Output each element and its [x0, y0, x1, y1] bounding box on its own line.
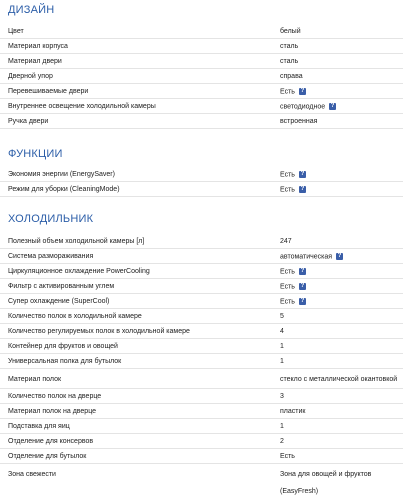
spec-key: Полезный объем холодильной камеры [л]	[8, 238, 145, 245]
spec-key: Фильтр с активированным углем	[8, 283, 115, 290]
spec-row	[0, 294, 403, 309]
spec-value: сталь	[280, 58, 299, 65]
spec-value: 1	[280, 343, 284, 350]
spec-row	[0, 69, 403, 84]
spec-key: Материал полок	[8, 376, 62, 383]
spec-row	[0, 449, 403, 464]
spec-value-text: Есть	[280, 186, 295, 194]
spec-value	[280, 171, 306, 178]
spec-key: Универсальная полка для бутылок	[8, 358, 122, 365]
spec-row	[0, 467, 403, 482]
spec-row	[0, 419, 403, 434]
spec-key: Система размораживания	[8, 253, 94, 260]
spec-value: встроенная	[280, 118, 318, 125]
spec-value	[280, 268, 306, 275]
spec-row	[0, 339, 403, 354]
spec-value	[280, 283, 306, 290]
spec-key: Перевешиваемые двери	[8, 88, 89, 95]
spec-key: Материал двери	[8, 58, 62, 65]
spec-key: Отделение для бутылок	[8, 453, 87, 460]
spec-value: 2	[280, 438, 284, 445]
spec-key: Дверной упор	[8, 73, 53, 80]
spec-value-text: светодиодное	[280, 103, 326, 111]
spec-value: Есть	[280, 453, 295, 460]
spec-value	[280, 186, 306, 193]
spec-value-text: Есть	[280, 88, 295, 96]
spec-value-text: Есть	[280, 298, 295, 306]
spec-row	[0, 279, 403, 294]
spec-value-text: Есть	[280, 283, 295, 291]
spec-key: Контейнер для фруктов и овощей	[8, 343, 118, 350]
spec-value: 3	[280, 393, 284, 400]
spec-value-text: Есть	[280, 268, 295, 276]
spec-key: Подставка для яиц	[8, 423, 70, 430]
spec-row	[0, 24, 403, 39]
help-icon[interactable]: ?	[330, 103, 335, 109]
spec-row	[0, 249, 403, 264]
spec-row	[0, 369, 403, 389]
spec-row	[0, 264, 403, 279]
spec-key: Количество регулируемых полок в холодильной камере	[8, 328, 190, 335]
spec-key: Экономия энергии (EnergySaver)	[8, 171, 115, 178]
spec-value: 1	[280, 423, 284, 430]
section-title-fridge: ХОЛОДИЛЬНИК	[8, 213, 94, 225]
section-title-design: ДИЗАЙН	[8, 4, 55, 16]
spec-row	[0, 84, 403, 99]
spec-value-text: Есть	[280, 171, 295, 179]
spec-value: сталь	[280, 43, 299, 50]
spec-row	[0, 99, 403, 114]
spec-row	[0, 182, 403, 197]
spec-value	[280, 88, 306, 95]
spec-row	[0, 167, 403, 182]
spec-row	[0, 39, 403, 54]
spec-value-text: автоматическая	[280, 253, 333, 261]
help-icon[interactable]: ?	[300, 186, 305, 192]
spec-value	[280, 253, 343, 260]
help-icon[interactable]: ?	[300, 88, 305, 94]
spec-value: 1	[280, 358, 284, 365]
spec-row	[0, 404, 403, 419]
section-title-functions: ФУНКЦИИ	[8, 148, 63, 160]
spec-row	[0, 234, 403, 249]
spec-key: Циркуляционное охлаждение PowerCooling	[8, 268, 150, 275]
spec-key: Режим для уборки (CleaningMode)	[8, 186, 120, 193]
spec-row	[0, 309, 403, 324]
spec-key: Зона свежести	[8, 471, 56, 478]
spec-key: Отделение для консервов	[8, 438, 94, 445]
help-icon[interactable]: ?	[337, 253, 342, 259]
spec-value: 5	[280, 313, 284, 320]
spec-key: Материал корпуса	[8, 43, 68, 50]
spec-value-continued: (EasyFresh)	[280, 488, 319, 495]
spec-value: 247	[280, 238, 292, 245]
spec-row	[0, 54, 403, 69]
spec-value: Зона для овощей и фруктов	[280, 471, 372, 478]
spec-row	[0, 389, 403, 404]
spec-value: справа	[280, 73, 303, 80]
spec-value	[280, 298, 306, 305]
help-icon[interactable]: ?	[300, 283, 305, 289]
spec-key: Цвет	[8, 28, 24, 35]
spec-row	[0, 324, 403, 339]
spec-key: Супер охлаждение (SuperCool)	[8, 298, 110, 305]
help-icon[interactable]: ?	[300, 298, 305, 304]
spec-value: белый	[280, 28, 301, 35]
spec-key: Ручка двери	[8, 118, 49, 125]
help-icon[interactable]: ?	[300, 171, 305, 177]
spec-key: Материал полок на дверце	[8, 408, 97, 415]
spec-row	[0, 354, 403, 369]
help-icon[interactable]: ?	[300, 268, 305, 274]
spec-value: стекло с металлической окантовкой	[280, 376, 398, 383]
spec-row	[0, 114, 403, 129]
spec-key: Внутреннее освещение холодильной камеры	[8, 103, 156, 110]
spec-value: пластик	[280, 408, 306, 415]
spec-value: 4	[280, 328, 284, 335]
spec-key: Количество полок в холодильной камере	[8, 313, 142, 320]
spec-row	[0, 434, 403, 449]
spec-key: Количество полок на дверце	[8, 393, 102, 400]
spec-value	[280, 103, 336, 110]
